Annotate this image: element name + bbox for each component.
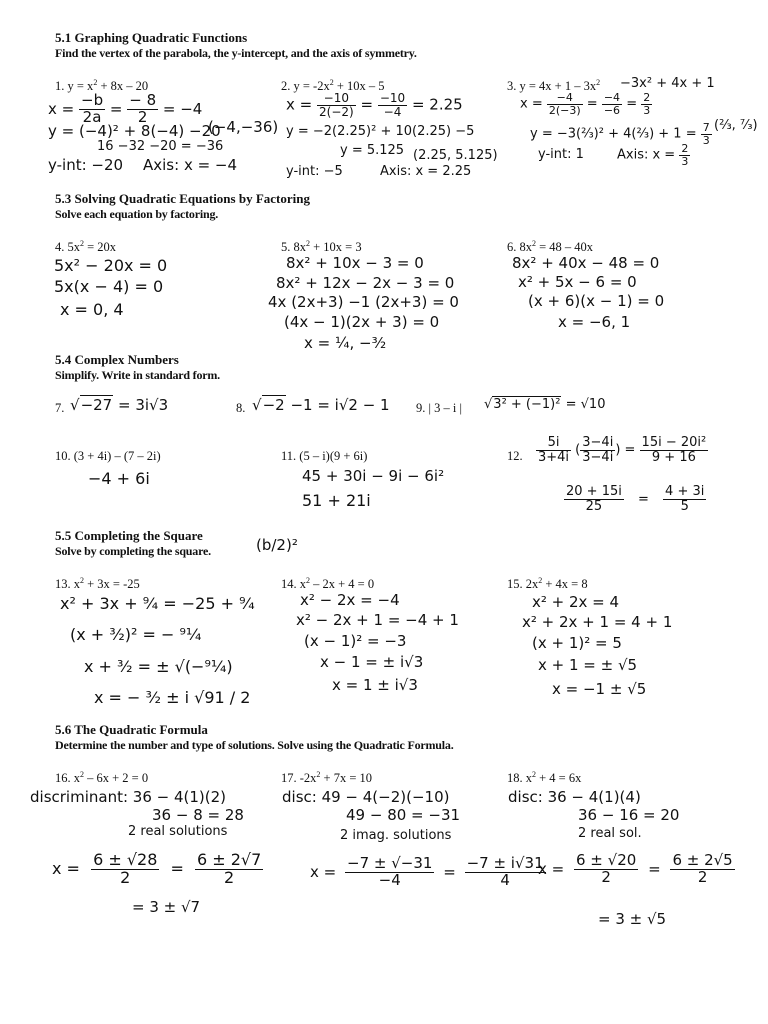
- section-title-5-3: 5.3 Solving Quadratic Equations by Factoring: [55, 191, 310, 206]
- problem-17-formula: x = $\frac{-7 \pm √-31}{-4}$ = $\frac{-7 \pm i√31}{4}$: [310, 854, 544, 889]
- problem-16-solution-type: 2 real solutions: [128, 824, 228, 839]
- problem-18-solution: = 3 ± √5: [598, 910, 667, 928]
- section-title-5-6: 5.6 The Quadratic Formula: [55, 722, 208, 737]
- problem-1-y-intercept: y-int: −20: [48, 156, 124, 174]
- problem-8-work: √−2 −1 = i√2 − 1: [252, 396, 390, 414]
- problem-4-solution: x = 0, 4: [60, 300, 124, 319]
- problem-7-work: √−27 = 3i√3: [70, 396, 169, 414]
- problem-3-axis: Axis: x = $\frac{2}{3}$: [617, 142, 689, 168]
- problem-15-solution: x = −1 ± √5: [552, 680, 647, 698]
- problem-5-step-3: 4x (2x+3) −1 (2x+3) = 0: [268, 293, 459, 311]
- problem-16-solution: = 3 ± √7: [132, 898, 201, 916]
- problem-12-step-2: $\frac{20 + 15i}{25}$ = $\frac{4 + 3i}{5}$: [566, 484, 705, 514]
- problem-9-label: 9. | 3 – i |: [416, 401, 462, 415]
- problem-15-step-3: (x + 1)² = 5: [532, 634, 622, 652]
- problem-13-step-3: x + ³⁄₂ = ± √(−⁹¹⁄₄): [84, 657, 233, 676]
- problem-5-step-1: 8x² + 10x − 3 = 0: [286, 254, 424, 272]
- problem-18-solution-type: 2 real sol.: [578, 826, 642, 841]
- problem-16-label: 16. $x^2 - 6x + 2 = 0$: [55, 770, 149, 786]
- problem-6-step-2: x² + 5x − 6 = 0: [518, 273, 637, 291]
- problem-6-step-1: 8x² + 40x − 48 = 0: [512, 254, 660, 272]
- section-instructions-5-4: Simplify. Write in standard form.: [55, 368, 220, 382]
- problem-13-label: 13. $x^2 + 3x = -25$: [55, 576, 140, 592]
- problem-1-vertex-x-work: x = $\frac{-b}{2a}$ = $\frac{- 8}{2}$ = −4: [48, 91, 203, 126]
- problem-17-discriminant-value: 49 − 80 = −31: [346, 806, 461, 824]
- problem-13-step-2: (x + ³⁄₂)² = − ⁹¹⁄₄: [70, 625, 202, 644]
- problem-18-label: 18. $x^2 + 4 = 6x$: [507, 770, 582, 786]
- problem-17-solution-type: 2 imag. solutions: [340, 828, 452, 843]
- problem-14-step-2: x² − 2x + 1 = −4 + 1: [296, 611, 459, 629]
- problem-14-solution: x = 1 ± i√3: [332, 676, 418, 694]
- problem-18-formula: x = $\frac{6 \pm √20}{2}$ = $\frac{6 \pm 2√5}{2}$: [538, 851, 733, 886]
- section-title-5-1: 5.1 Graphing Quadratic Functions: [55, 30, 248, 45]
- problem-13-solution: x = − ³⁄₂ ± i √91 / 2: [94, 688, 251, 707]
- problem-8-label: 8.: [236, 401, 246, 415]
- problem-11-answer: 51 + 21i: [302, 491, 371, 510]
- problem-11-label: 11. (5 – i)(9 + 6i): [281, 449, 368, 463]
- problem-14-step-3: (x − 1)² = −3: [304, 632, 407, 650]
- problem-5-step-4: (4x − 1)(2x + 3) = 0: [284, 313, 440, 331]
- problem-18-discriminant-value: 36 − 16 = 20: [578, 806, 680, 824]
- problem-3-vertex-x-work: x = $\frac{-4}{2(-3)}$ = $\frac{-4}{-6}$ = $\frac{2}{3}$: [520, 91, 651, 117]
- problem-2-vertex: (2.25, 5.125): [413, 148, 498, 163]
- problem-2-axis: Axis: x = 2.25: [380, 164, 472, 179]
- problem-2-y-value: y = 5.125: [340, 143, 405, 158]
- problem-11-step-1: 45 + 30i − 9i − 6i²: [302, 467, 445, 485]
- section-title-5-4: 5.4 Complex Numbers: [55, 352, 179, 367]
- problem-18-discriminant: disc: 36 − 4(1)(4): [508, 788, 641, 806]
- section-instructions-5-1: Find the vertex of the parabola, the y-intercept, and the axis of symmetry.: [55, 46, 417, 60]
- problem-1-axis: Axis: x = −4: [143, 156, 238, 174]
- section-instructions-5-5: Solve by completing the square.: [55, 544, 211, 558]
- problem-6-step-3: (x + 6)(x − 1) = 0: [528, 292, 665, 310]
- problem-1-y-substitution: y = (−4)² + 8(−4) −20: [48, 122, 221, 140]
- problem-15-step-4: x + 1 = ± √5: [538, 656, 638, 674]
- problem-5-solution: x = ¼, −³⁄₂: [304, 334, 387, 352]
- problem-1-label: 1. $y = x^2 + 8x - 20$: [55, 78, 149, 94]
- problem-10-label: 10. (3 + 4i) – (7 – 2i): [55, 449, 161, 463]
- problem-12-step-1: $\frac{5i}{3+4i}$ ( $\frac{3-4i}{3-4i}$ ) = $\frac{\text{15i − 20i²}}{9 + 16}$: [538, 435, 707, 465]
- problem-3-y-intercept: y-int: 1: [538, 147, 584, 162]
- completing-square-hint: (b/2)²: [256, 536, 298, 554]
- problem-10-answer: −4 + 6i: [88, 469, 150, 488]
- problem-2-y-substitution: y = −2(2.25)² + 10(2.25) −5: [286, 124, 475, 139]
- problem-9-work: √3² + (−1)² = √10: [484, 397, 606, 412]
- section-title-5-5: 5.5 Completing the Square: [55, 528, 203, 543]
- problem-14-step-1: x² − 2x = −4: [300, 591, 400, 609]
- problem-15-step-2: x² + 2x + 1 = 4 + 1: [522, 613, 673, 631]
- problem-4-step-2: 5x(x − 4) = 0: [54, 277, 164, 296]
- problem-14-label: 14. $x^2 - 2x + 4 = 0$: [281, 576, 375, 592]
- problem-4-step-1: 5x² − 20x = 0: [54, 256, 168, 275]
- problem-3-label: 3. $y = 4x + 1 - 3x^2$: [507, 78, 601, 94]
- problem-14-step-4: x − 1 = ± i√3: [320, 653, 424, 671]
- problem-13-step-1: x² + 3x + ⁹⁄₄ = −25 + ⁹⁄₄: [60, 594, 255, 613]
- problem-1-calculation: 16 −32 −20 = −36: [97, 139, 224, 154]
- problem-4-label: 4. $5x^2 = 20x$: [55, 239, 117, 255]
- problem-16-discriminant-value: 36 − 8 = 28: [152, 806, 244, 824]
- problem-3-rewrite: −3x² + 4x + 1: [620, 76, 715, 91]
- problem-1-vertex: (−4,−36): [208, 118, 279, 136]
- problem-7-label: 7.: [55, 401, 65, 415]
- problem-3-vertex: (⅔, ⁷⁄₃): [714, 118, 758, 133]
- problem-5-label: 5. $8x^2 + 10x = 3$: [281, 239, 362, 255]
- section-instructions-5-3: Solve each equation by factoring.: [55, 207, 219, 221]
- problem-5-step-2: 8x² + 12x − 2x − 3 = 0: [276, 274, 455, 292]
- problem-17-discriminant: disc: 49 − 4(−2)(−10): [282, 788, 450, 806]
- problem-15-step-1: x² + 2x = 4: [532, 593, 620, 611]
- problem-17-label: 17. $-2x^2 + 7x = 10$: [281, 770, 373, 786]
- problem-15-label: 15. $2x^2 + 4x = 8$: [507, 576, 588, 592]
- problem-2-vertex-x-work: x = $\frac{-10}{2(-2)}$ = $\frac{-10}{-4}$ = 2.25: [286, 91, 463, 119]
- problem-6-solution: x = −6, 1: [558, 313, 631, 331]
- problem-3-y-substitution: y = −3(⅔)² + 4(⅔) + 1 = $\frac{7}{3}$: [530, 121, 710, 147]
- problem-2-label: 2. $y = -2x^2 + 10x - 5$: [281, 78, 385, 94]
- problem-16-discriminant: discriminant: 36 − 4(1)(2): [30, 788, 227, 806]
- problem-6-label: 6. $8x^2 = 48 - 40x$: [507, 239, 594, 255]
- section-instructions-5-6: Determine the number and type of solutions. Solve using the Quadratic Formula.: [55, 738, 454, 752]
- problem-2-y-intercept: y-int: −5: [286, 164, 343, 179]
- problem-16-formula: x = $\frac{6 \pm √28}{2}$ = $\frac{6 \pm 2√7}{2}$: [52, 850, 262, 887]
- problem-12-label: 12.: [507, 449, 523, 463]
